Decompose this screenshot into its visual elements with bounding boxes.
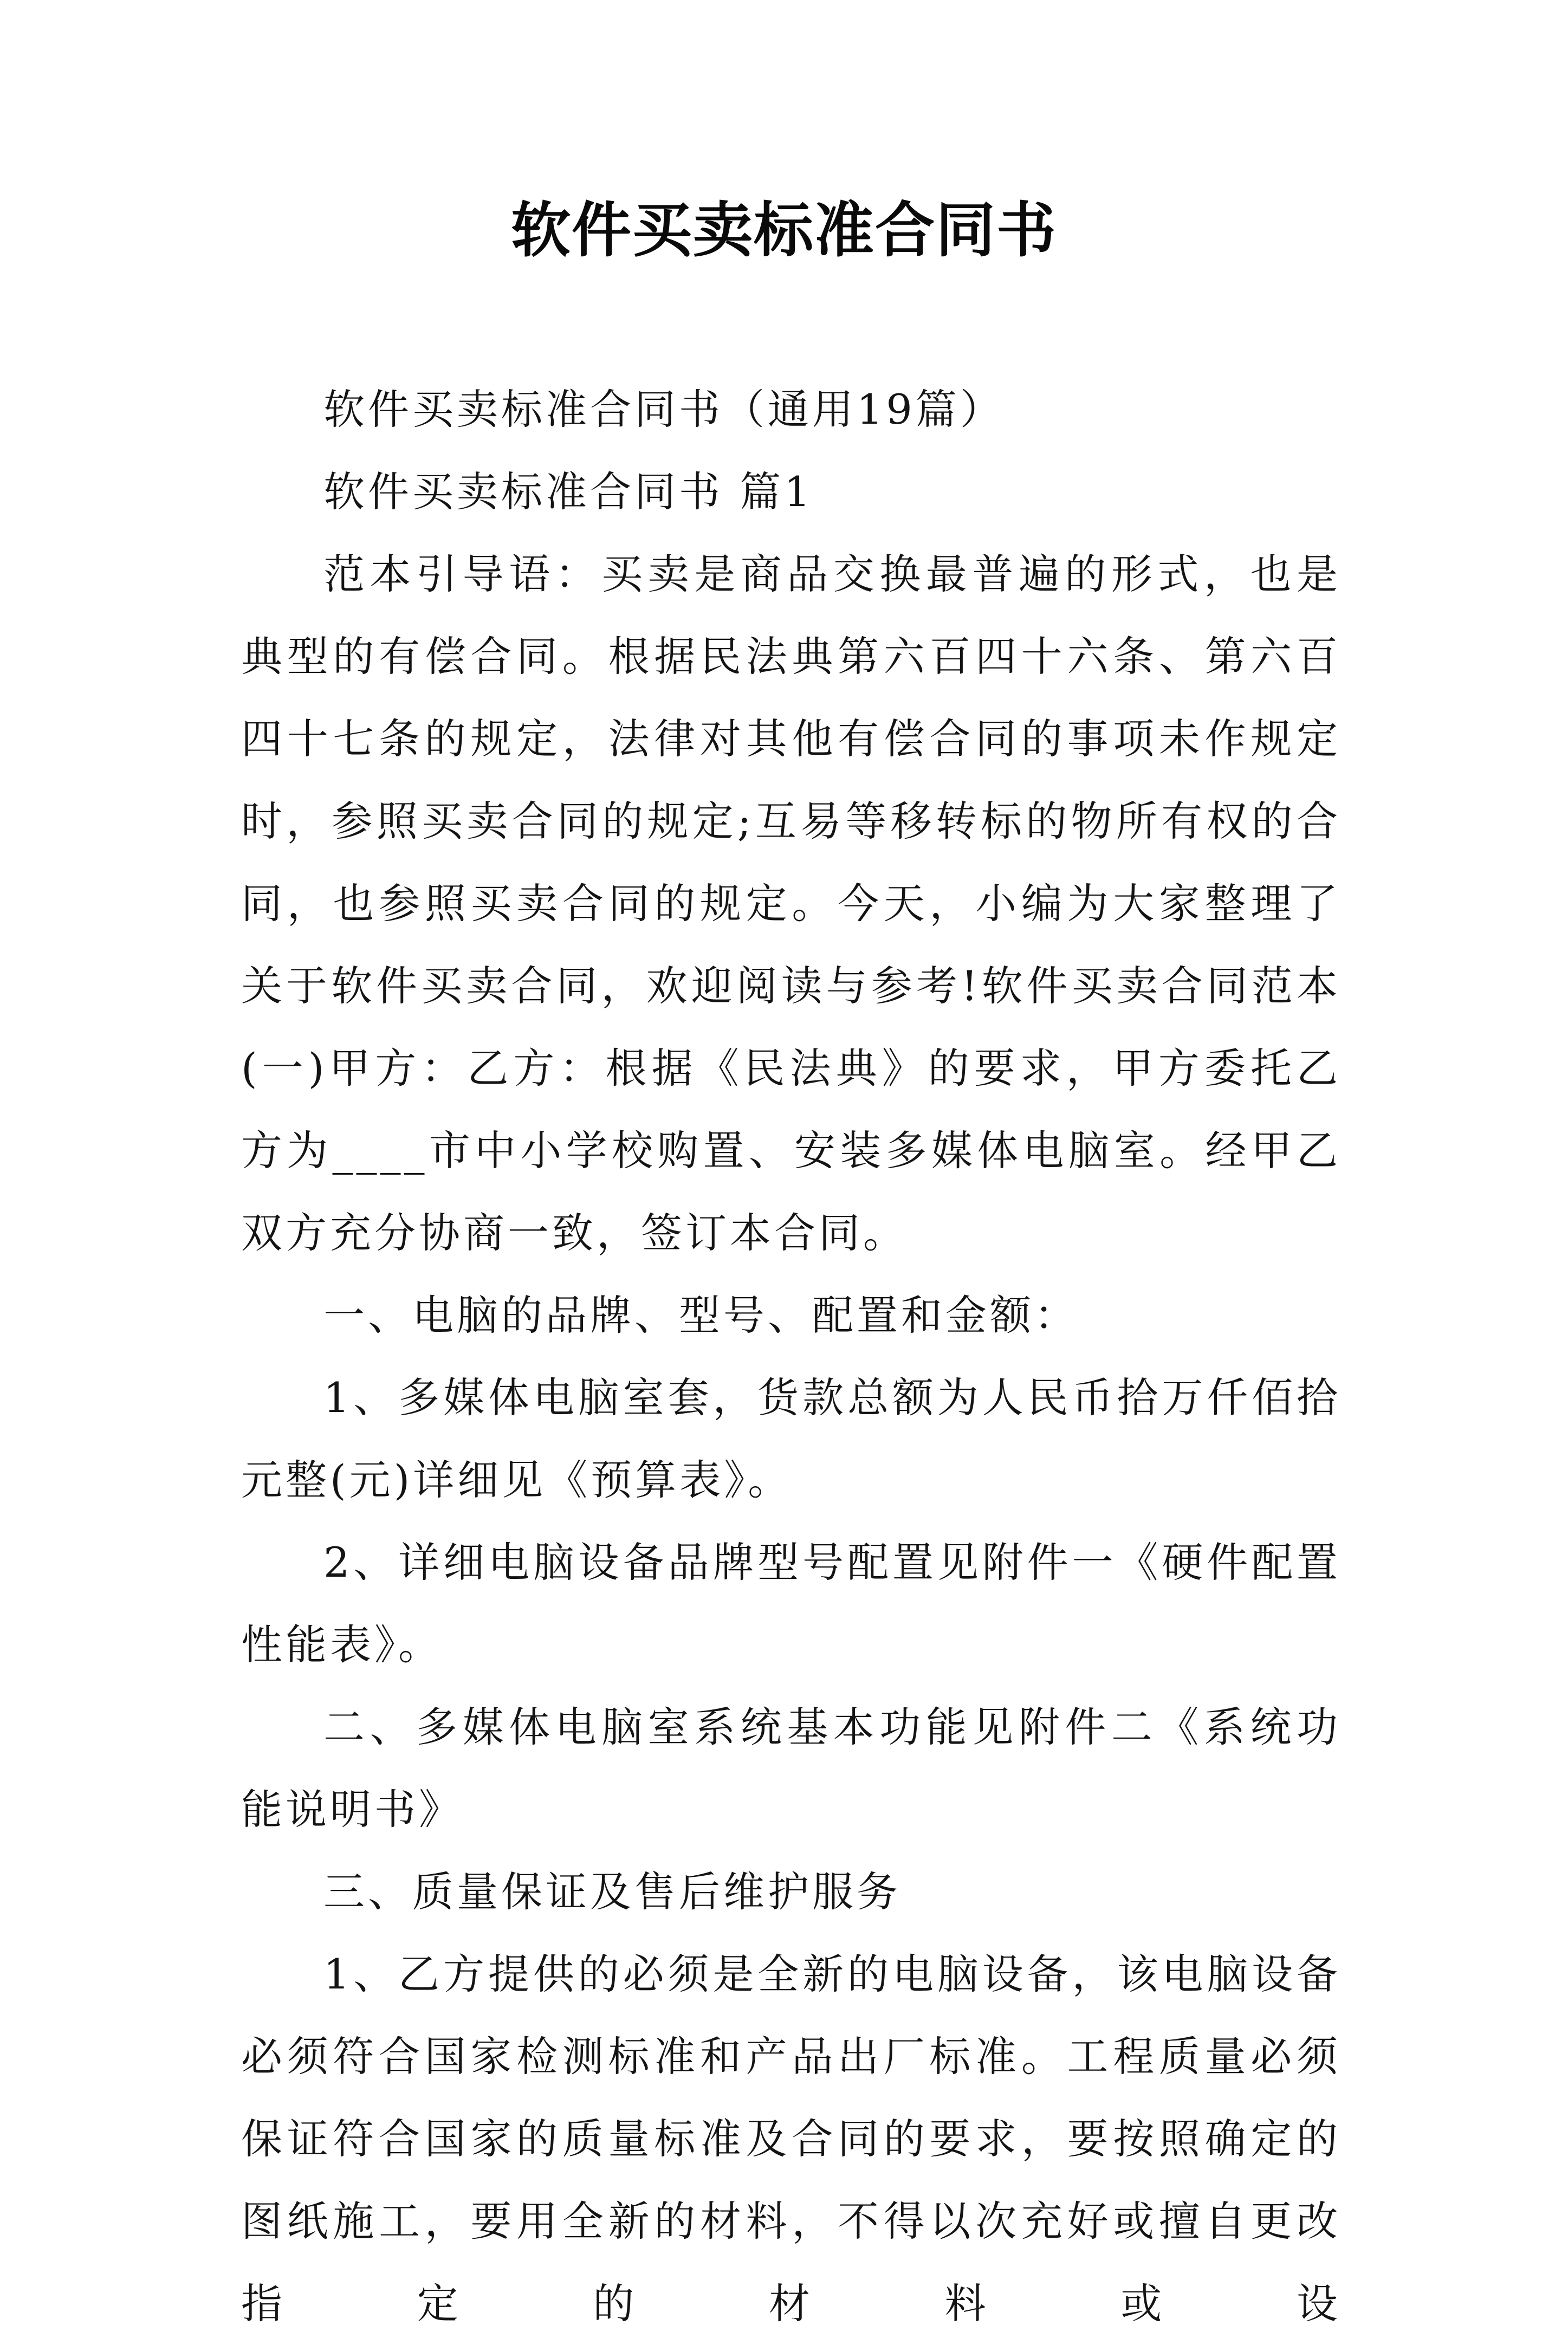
document-body: [241, 368, 1341, 2345]
document-title: 软件买卖标准合同书: [511, 195, 1057, 265]
paragraph-intro: 范本引导语：买卖是商品交换最普遍的形式，也是典型的有偿合同。根据民法典第六百四十六条、第六百四十七条的规定，法律对其他有偿合同的事项未作规定时，参照买卖合同的规定;互易等移转标的物所有权的合同，也参照买卖合同的规定。今天，小编为大家整理了关于软件买卖合同，欢迎阅读与参考!软件买卖合同范本(一)甲方：乙方：根据《民法典》的要求，甲方委托乙方为____市中小学校购置、安装多媒体电脑室。经甲乙双方充分协商一致，签订本合同。: [241, 550, 1341, 1257]
paragraph-chapter-heading: 软件买卖标准合同书 篇1: [323, 468, 814, 516]
paragraph-item-1: 1、多媒体电脑室套，货款总额为人民币拾万仟佰拾元整(元)详细见《预算表》。: [241, 1374, 1341, 1504]
paragraph-section-2: 二、多媒体电脑室系统基本功能见附件二《系统功能说明书》: [241, 1703, 1341, 1834]
paragraph-quality-1: 1、乙方提供的必须是全新的电脑设备，该电脑设备必须符合国家检测标准和产品出厂标准。工程质量必须保证符合国家的质量标准及合同的要求，要按照确定的图纸施工，要用全新的材料，不得以次充好或擅自更改指定的材料或设: [241, 1950, 1341, 2328]
paragraph-item-2: 2、详细电脑设备品牌型号配置见附件一《硬件配置性能表》。: [241, 1538, 1341, 1669]
paragraph-section-1-heading: 一、电脑的品牌、型号、配置和金额：: [323, 1291, 1079, 1339]
paragraph-subtitle: 软件买卖标准合同书（通用19篇）: [323, 385, 1005, 433]
paragraph-section-3-heading: 三、质量保证及售后维护服务: [323, 1868, 901, 1916]
